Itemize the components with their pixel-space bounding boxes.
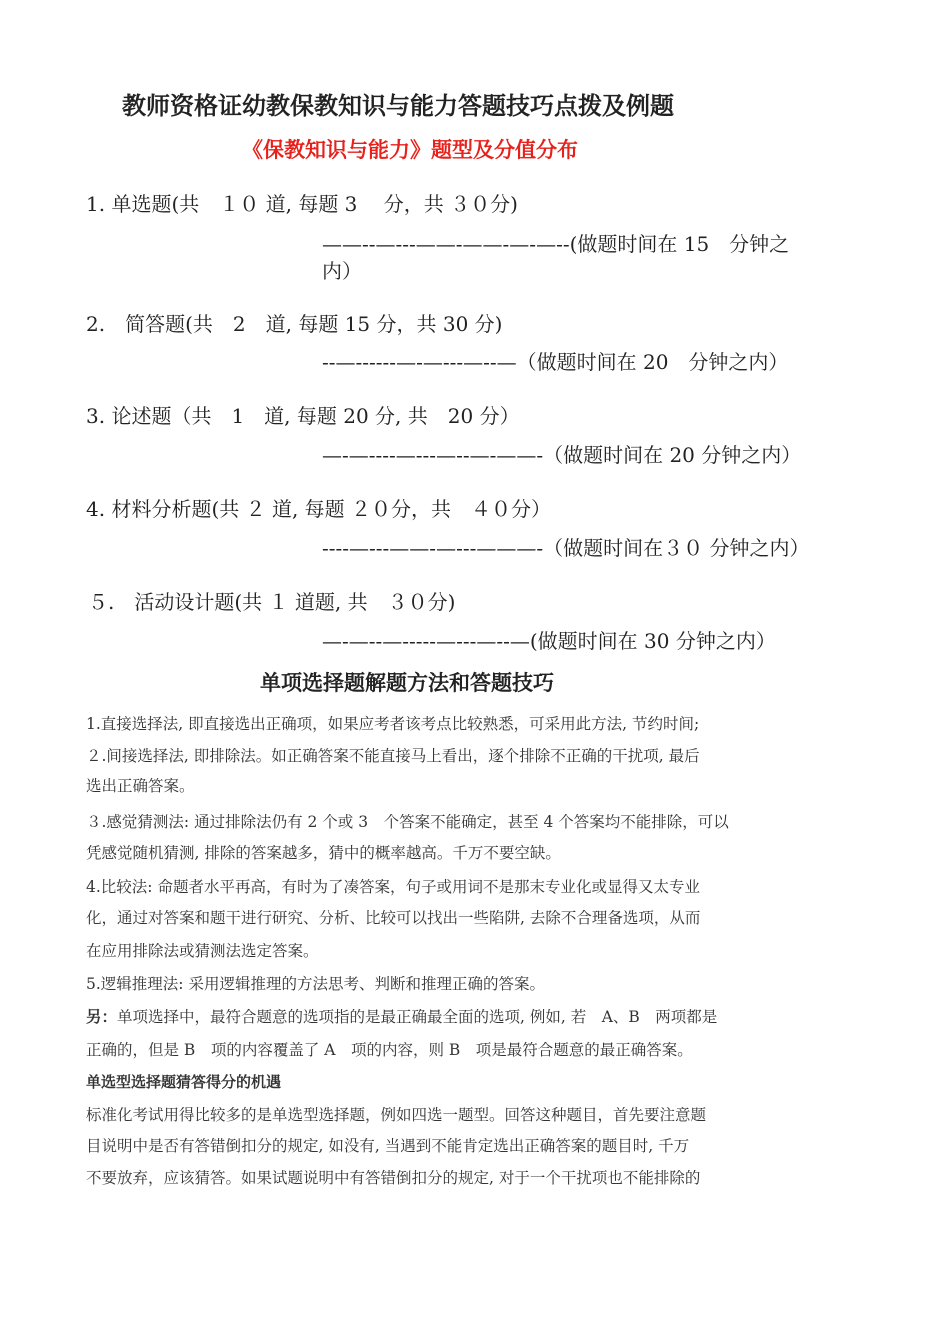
document-subtitle: 《保教知识与能力》题型及分值分布: [242, 138, 578, 162]
note-text: 单项选择中，最符合题意的选项指的是最正确最全面的选项, 例如, 若 A、B 两项都是: [117, 1008, 718, 1026]
paragraph-line: 化，通过对答案和题干进行研究、分析、比较可以找出一些陷阱, 去除不合理备选项，从而: [86, 909, 701, 927]
question-type-4: 4. 材料分析题(共 ２ 道, 每题 ２０分，共 ４０分）: [86, 497, 552, 521]
paragraph-line: 5.逻辑推理法: 采用逻辑推理的方法思考、判断和推理正确的答案。: [86, 975, 545, 993]
paragraph-line: 不要放弃，应该猜答。如果试题说明中有答错倒扣分的规定, 对于一个干扰项也不能排除的: [86, 1169, 701, 1187]
time-limit-5: —-—--—-----—---—--—(做题时间在 30 分钟之内）: [322, 629, 776, 653]
note-line: [86, 1005, 717, 1027]
paragraph-line: ３.感觉猜测法: 通过排除法仍有 2 个或 3 个答案不能确定，甚至 4 个答案均不能排除，可以: [86, 813, 729, 831]
question-type-5: ５. 活动设计题(共 １ 道题, 共 ３０分): [88, 590, 456, 614]
note-label: 另：: [86, 1008, 118, 1026]
paragraph-line: ２.间接选择法, 即排除法。如正确答案不能直接马上看出，逐个排除不正确的干扰项, 最后: [86, 747, 700, 765]
paragraph-line: 标准化考试用得比较多的是单选型选择题，例如四选一题型。回答这种题目，首先要注意题: [86, 1106, 707, 1124]
time-limit-3: —-—----—---—--—-——-（做题时间在 20 分钟之内）: [322, 443, 802, 467]
time-limit-4: ----—---——-—---———-（做题时间在３０ 分钟之内）: [322, 536, 810, 560]
paragraph-line: 目说明中是否有答错倒扣分的规定, 如没有, 当遇到不能肯定选出正确答案的题目时, 千万: [86, 1137, 690, 1155]
section-heading: 单项选择题解题方法和答题技巧: [260, 671, 554, 695]
document-title: 教师资格证幼教保教知识与能力答题技巧点拨及例题: [122, 92, 674, 120]
time-limit-1: ——--—---——-——-—-—--(做题时间在 15 分钟之: [322, 232, 790, 256]
paragraph-line: 1.直接选择法, 即直接选出正确项，如果应考者该考点比较熟悉，可采用此方法, 节约时间;: [86, 715, 700, 733]
question-type-3: 3. 论述题（共 1 道, 每题 20 分, 共 20 分）: [86, 404, 520, 428]
question-type-2: 2. 简答题(共 2 道, 每题 15 分，共 30 分): [86, 312, 503, 336]
paragraph-line: 凭感觉随机猜测, 排除的答案越多，猜中的概率越高。千万不要空缺。: [86, 844, 561, 862]
paragraph-line: 在应用排除法或猜测法选定答案。: [86, 942, 319, 960]
question-type-1: 1. 单选题(共 １０ 道, 每题 3 分，共 ３０分): [86, 192, 518, 216]
note-line-2: 正确的，但是 B 项的内容覆盖了 A 项的内容，则 B 项是最符合题意的最正确答案。: [86, 1041, 693, 1059]
guess-heading: 单选型选择题猜答得分的机遇: [86, 1073, 282, 1091]
time-limit-1-cont: 内）: [322, 259, 362, 283]
paragraph-line: 4.比较法: 命题者水平再高，有时为了凑答案，句子或用词不是那末专业化或显得又太专业: [86, 878, 700, 896]
paragraph-line: 选出正确答案。: [86, 777, 195, 795]
time-limit-2: --—------—-—---—--—（做题时间在 20 分钟之内）: [322, 350, 789, 374]
